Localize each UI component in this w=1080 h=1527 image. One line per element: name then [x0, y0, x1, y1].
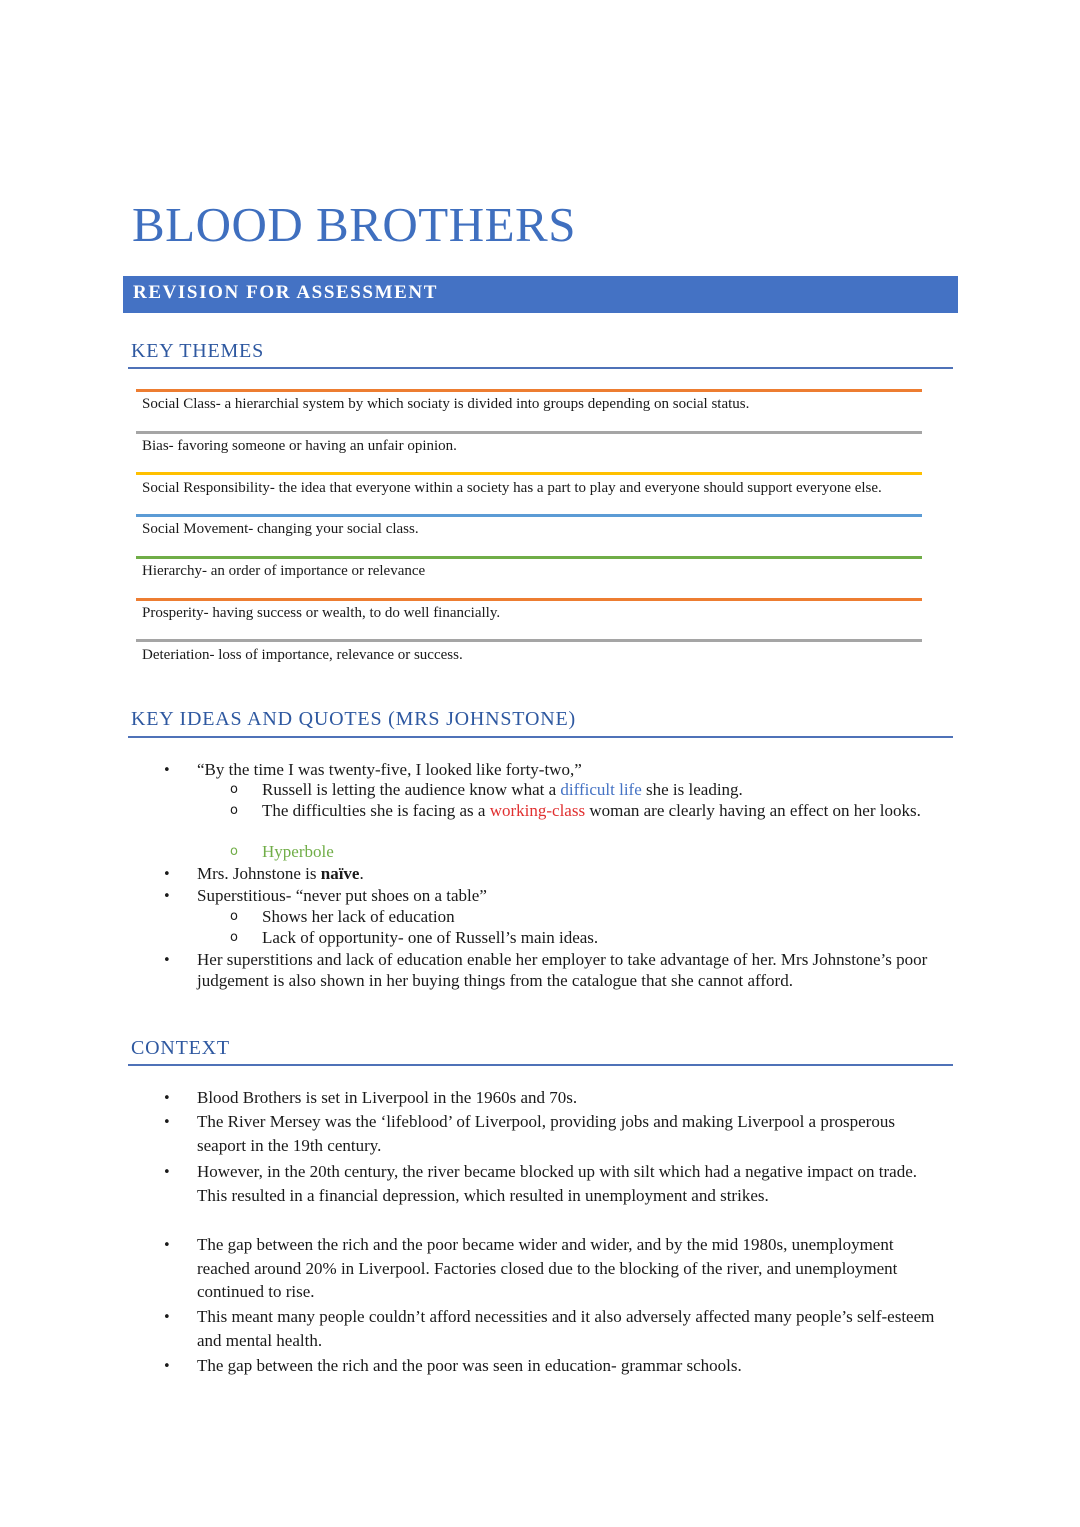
idea-difficult-life: [262, 779, 947, 800]
page-title: BLOOD BROTHERS: [132, 197, 576, 252]
highlight-working-class: working-class: [489, 801, 586, 820]
bullet-icon: •: [163, 1115, 171, 1130]
section-banner: [123, 276, 958, 313]
section-rule: [128, 367, 953, 369]
idea-text: Russell is letting the audience know what a: [262, 780, 561, 799]
bullet-icon: •: [163, 953, 171, 968]
idea-text: Mrs. Johnstone is: [197, 864, 321, 883]
context-heading: CONTEXT: [131, 1037, 230, 1059]
highlight-difficult-life: difficult life: [560, 780, 642, 799]
key-themes-heading: KEY THEMES: [131, 340, 264, 362]
sub-bullet-icon: o: [230, 844, 238, 859]
idea-superstitious: Superstitious- “never put shoes on a table”: [197, 886, 487, 905]
context-item-silt: However, in the 20th century, the river became blocked up with silt which had a negative impact on trade. This resulted in a financial depression, which resulted in unemployment and strikes.: [197, 1162, 918, 1205]
bullet-icon: •: [163, 1359, 171, 1374]
idea-text: The difficulties she is facing as a: [262, 801, 490, 820]
theme-deteriation: Deteriation- loss of importance, relevance or success.: [142, 647, 463, 663]
sub-bullet-icon: o: [230, 803, 238, 818]
theme-social-responsibility: Social Responsibility- the idea that everyone within a society has a part to play and everyone should support everyone else.: [142, 480, 882, 496]
idea-hyperbole: Hyperbole: [262, 842, 334, 861]
theme-social-movement: Social Movement- changing your social class.: [142, 521, 419, 537]
section-rule: [128, 1064, 953, 1066]
context-item-education: The gap between the rich and the poor was seen in education- grammar schools.: [197, 1356, 742, 1375]
section-rule: [128, 736, 953, 738]
theme-rule-deteriation: [136, 639, 922, 642]
theme-social-class: Social Class- a hierarchial system by which sociaty is divided into groups depending on social status.: [142, 396, 750, 412]
context-item-setting: Blood Brothers is set in Liverpool in the 1960s and 70s.: [197, 1088, 578, 1107]
bullet-icon: •: [163, 1238, 171, 1253]
bullet-icon: •: [163, 889, 171, 904]
bullet-icon: •: [163, 763, 171, 778]
theme-rule-prosperity: [136, 598, 922, 601]
theme-hierarchy: Hierarchy- an order of importance or relevance: [142, 563, 426, 579]
theme-rule-hierarchy: [136, 556, 922, 559]
idea-superstitions: Her superstitions and lack of education enable her employer to take advantage of her. Mrs Johnstone’s poor judgement is also shown in her buying things from the catalogue that she cannot afford.: [197, 950, 928, 990]
idea-lack-of-education: Shows her lack of education: [262, 907, 455, 926]
sub-bullet-icon: o: [230, 930, 238, 945]
bullet-icon: •: [163, 1091, 171, 1106]
theme-prosperity: Prosperity- having success or wealth, to do well financially.: [142, 605, 501, 621]
sub-bullet-icon: o: [230, 782, 238, 797]
sub-bullet-icon: o: [230, 909, 238, 924]
theme-rule-social-class: [136, 389, 922, 392]
idea-text: she is leading.: [641, 780, 743, 799]
bullet-icon: •: [163, 867, 171, 882]
theme-rule-bias: [136, 431, 922, 434]
highlight-naive: naïve: [320, 864, 360, 883]
bullet-icon: •: [163, 1310, 171, 1325]
idea-text: .: [359, 864, 364, 883]
idea-working-class: [262, 800, 947, 821]
context-item-gap: The gap between the rich and the poor became wider and wider, and by the mid 1980s, unemployment reached around 20% in Liverpool. Factories closed due to the blocking of the river, and unemployment continued to rise.: [197, 1235, 898, 1301]
banner-label: REVISION FOR ASSESSMENT: [133, 282, 438, 303]
context-item-mersey: The River Mersey was the ‘lifeblood’ of Liverpool, providing jobs and making Liverpool a prosperous seaport in the 19th century.: [197, 1112, 895, 1155]
theme-bias: Bias- favoring someone or having an unfair opinion.: [142, 438, 457, 454]
context-item-necessities: This meant many people couldn’t afford necessities and it also adversely affected many people’s self-esteem and mental health.: [197, 1307, 935, 1350]
idea-text: woman are clearly having an effect on her looks.: [585, 801, 921, 820]
theme-rule-social-movement: [136, 514, 922, 517]
quote-twenty-five: “By the time I was twenty-five, I looked like forty-two,”: [197, 760, 582, 779]
idea-naive: [197, 863, 947, 884]
bullet-icon: •: [163, 1165, 171, 1180]
theme-rule-social-responsibility: [136, 472, 922, 475]
idea-lack-of-opportunity: Lack of opportunity- one of Russell’s main ideas.: [262, 928, 599, 947]
key-ideas-heading: KEY IDEAS AND QUOTES (MRS JOHNSTONE): [131, 708, 576, 730]
